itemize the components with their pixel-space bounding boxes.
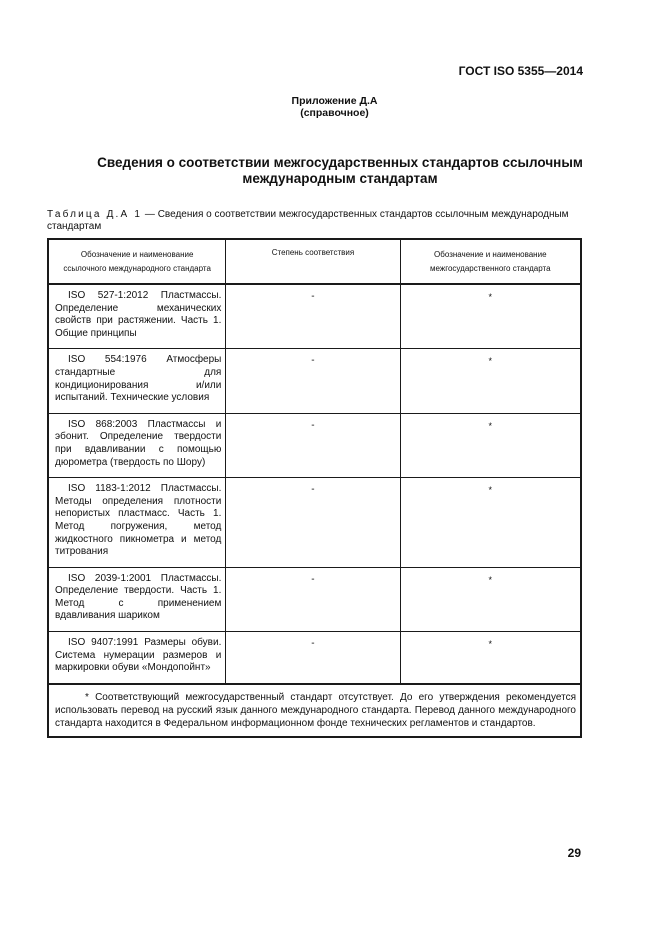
degree-cell: -	[226, 567, 400, 631]
table-header-row	[48, 239, 581, 284]
interstate-standard-cell: *	[400, 478, 581, 568]
table-caption-text: — Сведения о соответствии межгосударственных стандартов ссылочным международным стандартам	[47, 209, 569, 232]
degree-cell: -	[226, 632, 400, 684]
degree-cell: -	[226, 284, 400, 349]
interstate-standard-cell: *	[400, 413, 581, 477]
footnote-row	[48, 684, 581, 737]
interstate-standard-cell: *	[400, 567, 581, 631]
table-row	[48, 632, 581, 684]
table-row	[48, 349, 581, 413]
table-footnote: * Соответствующий межгосударственный стандарт отсутствует. До его утверждения рекомендуется использовать перевод на русский язык данного международного стандарта. Перевод данного международного стандарта находится в Федеральном информационном фонде технических регламентов и стандартов.	[48, 684, 581, 737]
international-standard-cell: ISO 2039-1:2001 Пластмассы. Определение твердости. Часть 1. Метод с применением вдавливания шариком	[48, 567, 226, 631]
interstate-standard-cell: *	[400, 284, 581, 349]
column-header-interstate: Обозначение и наименование межгосударственного стандарта	[400, 239, 581, 284]
correspondence-table	[47, 238, 582, 738]
appendix-title: Приложение Д.А	[291, 95, 378, 107]
column-header-degree: Степень соответствия	[226, 239, 400, 284]
table-row	[48, 413, 581, 477]
interstate-standard-cell: *	[400, 632, 581, 684]
table-caption-label: Таблица Д.А 1	[47, 209, 143, 220]
international-standard-cell: ISO 554:1976 Атмосферы стандартные для кондиционирования и/или испытаний. Технические условия	[48, 349, 226, 413]
column-header-international: Обозначение и наименование ссылочного международного стандарта	[48, 239, 226, 284]
document-title: Сведения о соответствии межгосударственных стандартов ссылочным международным стандартам	[97, 155, 583, 186]
international-standard-cell: ISO 527-1:2012 Пластмассы. Определение механических свойств при растяжении. Часть 1. Общие принципы	[48, 284, 226, 349]
degree-cell: -	[226, 413, 400, 477]
appendix-heading	[0, 95, 661, 119]
degree-cell: -	[226, 349, 400, 413]
table-row	[48, 567, 581, 631]
table-row	[48, 284, 581, 349]
appendix-subtitle: (справочное)	[300, 107, 369, 119]
table-row	[48, 478, 581, 568]
table-caption	[47, 209, 587, 233]
standard-code: ГОСТ ISO 5355—2014	[458, 64, 583, 78]
degree-cell: -	[226, 478, 400, 568]
interstate-standard-cell: *	[400, 349, 581, 413]
international-standard-cell: ISO 1183-1:2012 Пластмассы. Методы определения плотности непористых пластмасс. Часть 1. Метод погружения, метод жидкостного пикнометра и метод титрования	[48, 478, 226, 568]
page-number: 29	[567, 846, 581, 860]
international-standard-cell: ISO 9407:1991 Размеры обуви. Система нумерации размеров и маркировки обуви «Мондопойнт»	[48, 632, 226, 684]
international-standard-cell: ISO 868:2003 Пластмассы и эбонит. Определение твердости при вдавливании с помощью дюрометра (твердость по Шору)	[48, 413, 226, 477]
